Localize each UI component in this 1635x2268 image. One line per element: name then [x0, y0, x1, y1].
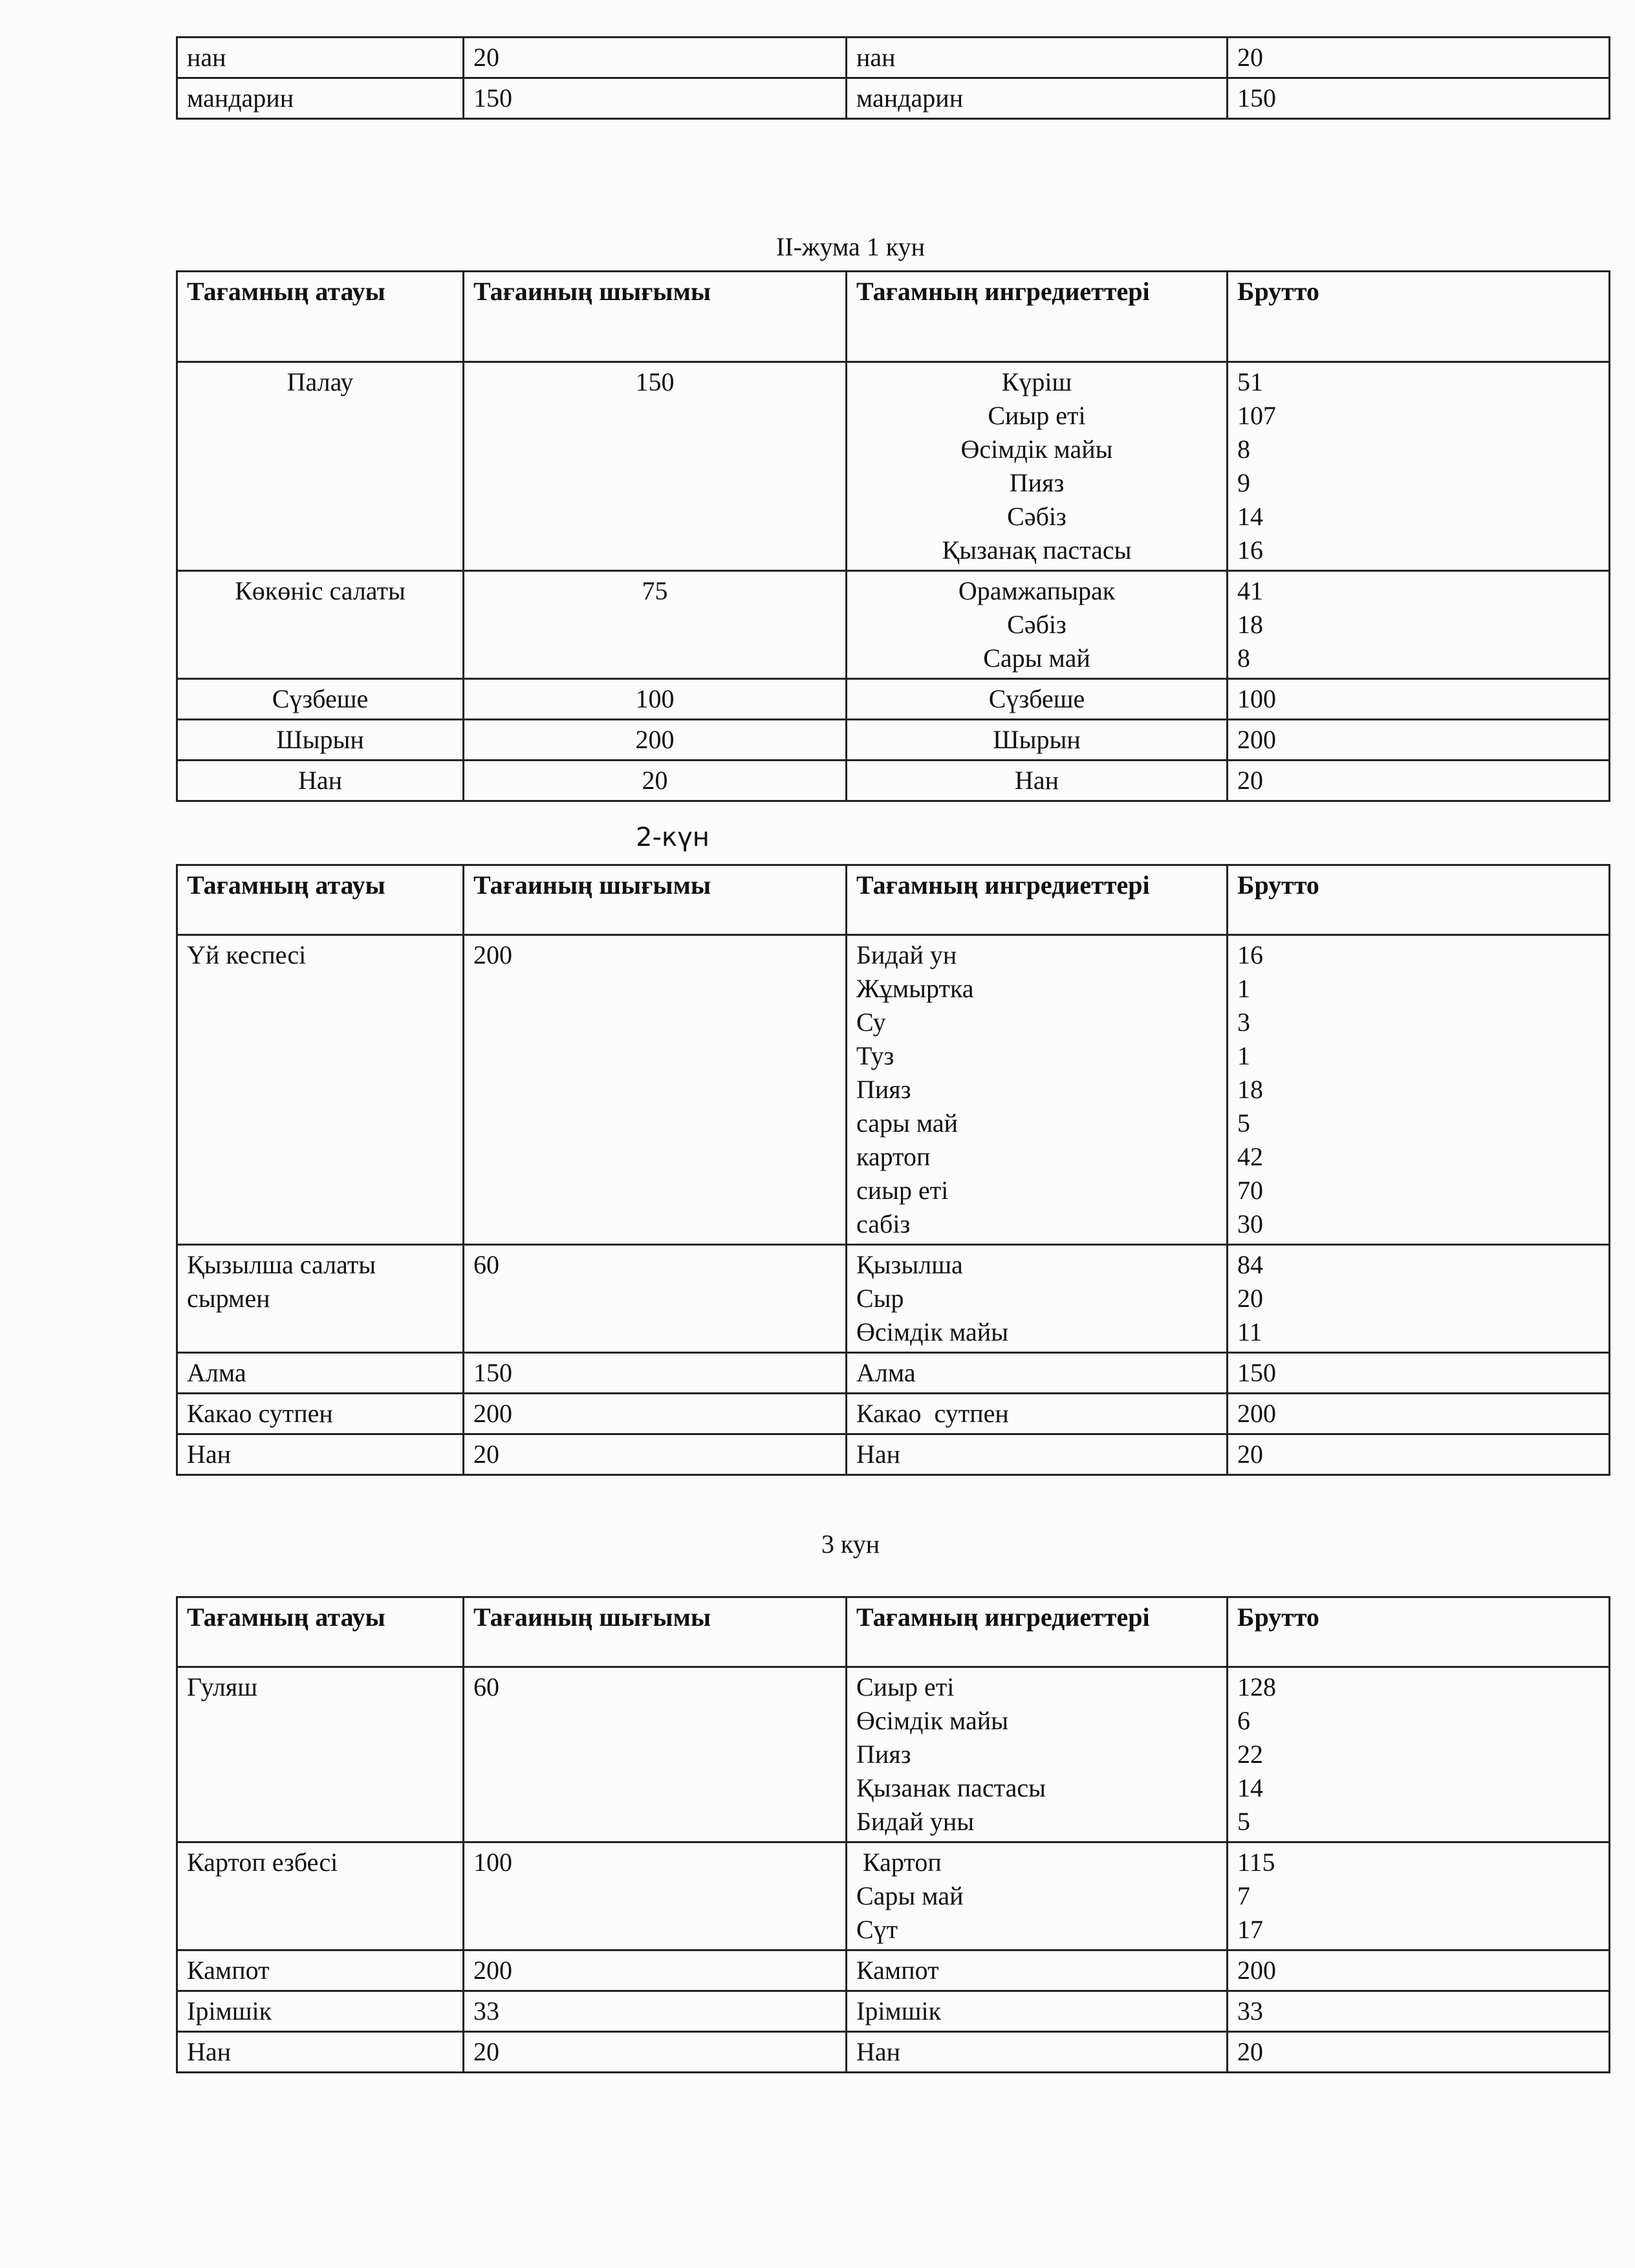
brutto-value: 20: [1237, 766, 1263, 795]
dish-yield: 150: [464, 1353, 847, 1394]
table-row: [177, 1245, 1610, 1353]
table-header-row: [177, 865, 1610, 935]
header-name: Тағамның атауы: [177, 272, 464, 362]
brutto-value: 20: [1237, 1284, 1263, 1313]
ingredient: Сәбіз: [1007, 502, 1067, 531]
brutto-value: 18: [1237, 1075, 1263, 1104]
brutto-value: 22: [1237, 1740, 1263, 1769]
ingredient: Туз: [856, 1041, 894, 1070]
ingredient: Нан: [1014, 766, 1059, 795]
ingredient: Орамжапырак: [958, 576, 1116, 605]
dish-name: Палау: [177, 362, 464, 571]
dish-brutto: [1228, 1667, 1610, 1842]
dish-name: Нан: [177, 1434, 464, 1475]
dish-brutto: [1228, 1245, 1610, 1353]
brutto-value: 5: [1237, 1807, 1250, 1836]
dish-ingredients: [847, 2032, 1228, 2073]
dish-name: Көкөніс салаты: [177, 571, 464, 679]
ingredient: Сыр: [856, 1284, 904, 1313]
brutto-value: 16: [1237, 535, 1263, 565]
dish-ingredients: [847, 1950, 1228, 1991]
table-row: [177, 2032, 1610, 2073]
dish-brutto: [1228, 1950, 1610, 1991]
dish-name: Гуляш: [177, 1667, 464, 1842]
dish-ingredients: [847, 1245, 1228, 1353]
cell: нан: [177, 38, 464, 78]
header-name: Тағамның атауы: [177, 1597, 464, 1667]
brutto-value: 20: [1237, 1440, 1263, 1469]
dish-yield: 33: [464, 1991, 847, 2032]
dish-brutto: [1228, 720, 1610, 761]
dish-ingredients: [847, 679, 1228, 720]
brutto-value: 84: [1237, 1250, 1263, 1279]
dish-yield: 20: [464, 761, 847, 801]
ingredient: Сүзбеше: [988, 684, 1085, 713]
dish-brutto: [1228, 761, 1610, 801]
dish-ingredients: [847, 362, 1228, 571]
table-row: [177, 761, 1610, 801]
brutto-value: 107: [1237, 401, 1276, 430]
brutto-value: 16: [1237, 940, 1263, 969]
brutto-value: 14: [1237, 502, 1263, 531]
cell: нан: [847, 38, 1228, 78]
dish-yield: 200: [464, 720, 847, 761]
dish-ingredients: [847, 1991, 1228, 2032]
dish-name: Алма: [177, 1353, 464, 1394]
dish-name: Кампот: [177, 1950, 464, 1991]
dish-yield: 100: [464, 1842, 847, 1950]
dish-yield: 60: [464, 1667, 847, 1842]
dish-brutto: [1228, 2032, 1610, 2073]
dish-ingredients: [847, 1667, 1228, 1842]
ingredient: картоп: [856, 1142, 931, 1171]
dish-yield: 20: [464, 2032, 847, 2073]
brutto-value: 5: [1237, 1108, 1250, 1138]
ingredient: Қызанак пастасы: [856, 1773, 1046, 1802]
ingredient: сабіз: [856, 1209, 911, 1238]
dish-name: Какао сутпен: [177, 1394, 464, 1434]
brutto-value: 8: [1237, 643, 1250, 673]
header-ingredients: Тағамның ингредиеттері: [847, 272, 1228, 362]
brutto-value: 200: [1237, 725, 1276, 754]
cell: мандарин: [847, 78, 1228, 119]
ingredient: Шырын: [993, 725, 1081, 754]
dish-yield: 100: [464, 679, 847, 720]
ingredient: Бидай уны: [856, 1807, 975, 1836]
dish-name: Үй кеспесі: [177, 935, 464, 1245]
brutto-value: 1: [1237, 974, 1250, 1003]
ingredient: Өсімдік майы: [856, 1706, 1009, 1735]
dish-yield: 200: [464, 935, 847, 1245]
dish-yield: 200: [464, 1950, 847, 1991]
brutto-value: 128: [1237, 1672, 1276, 1701]
header-ingredients: Тағамның ингредиеттері: [847, 865, 1228, 935]
dish-name: Ірімшік: [177, 1991, 464, 2032]
ingredient: Су: [856, 1008, 886, 1037]
table-row: [177, 1667, 1610, 1842]
ingredient: Қызанақ пастасы: [942, 535, 1132, 565]
table-row: [177, 1434, 1610, 1475]
ingredient: Картоп: [856, 1848, 942, 1877]
brutto-value: 20: [1237, 2037, 1263, 2066]
day2-caption: 2-күн: [636, 823, 709, 852]
dish-yield: 20: [464, 1434, 847, 1475]
cell: 150: [464, 78, 847, 119]
dish-ingredients: [847, 1353, 1228, 1394]
brutto-value: 17: [1237, 1915, 1263, 1944]
table-row: [177, 1353, 1610, 1394]
dish-yield: 150: [464, 362, 847, 571]
brutto-value: 18: [1237, 610, 1263, 639]
ingredient: Сары май: [983, 643, 1090, 673]
table-row: [177, 362, 1610, 571]
brutto-value: 3: [1237, 1008, 1250, 1037]
brutto-value: 150: [1237, 1358, 1276, 1387]
table-row: [177, 78, 1610, 119]
dish-name: Картоп езбесі: [177, 1842, 464, 1950]
dish-brutto: [1228, 571, 1610, 679]
ingredient: Бидай ун: [856, 940, 957, 969]
ingredient: Пияз: [1009, 468, 1065, 497]
cell: мандарин: [177, 78, 464, 119]
ingredient: Қызылша: [856, 1250, 963, 1279]
day1-table: [176, 270, 1610, 802]
ingredient: Нан: [856, 2037, 901, 2066]
table-row: [177, 935, 1610, 1245]
cell: 150: [1228, 78, 1610, 119]
dish-ingredients: [847, 1434, 1228, 1475]
ingredient: сиыр еті: [856, 1176, 949, 1205]
day3-table: [176, 1596, 1610, 2073]
table-row: [177, 38, 1610, 78]
dish-brutto: [1228, 679, 1610, 720]
brutto-value: 33: [1237, 1996, 1263, 2025]
ingredient: Жұмыртка: [856, 974, 974, 1003]
ingredient: Кампот: [856, 1956, 939, 1985]
table-row: [177, 720, 1610, 761]
dish-ingredients: [847, 571, 1228, 679]
table-row: [177, 1394, 1610, 1434]
brutto-value: 8: [1237, 435, 1250, 464]
table-row: [177, 1950, 1610, 1991]
brutto-value: 100: [1237, 684, 1276, 713]
ingredient: Ірімшік: [856, 1996, 942, 2025]
brutto-value: 200: [1237, 1956, 1276, 1985]
dish-brutto: [1228, 1434, 1610, 1475]
brutto-value: 70: [1237, 1176, 1263, 1205]
ingredient: Сәбіз: [1007, 610, 1067, 639]
day2-table: [176, 864, 1610, 1476]
top-table: [176, 36, 1610, 120]
table-header-row: [177, 1597, 1610, 1667]
brutto-value: 200: [1237, 1399, 1276, 1428]
brutto-value: 115: [1237, 1848, 1275, 1877]
brutto-value: 30: [1237, 1209, 1263, 1238]
day1-caption: II-жума 1 кун: [775, 232, 926, 261]
brutto-value: 51: [1237, 367, 1263, 396]
table-row: [177, 1842, 1610, 1950]
day3-caption: 3 кун: [821, 1529, 880, 1559]
table-row: [177, 1991, 1610, 2032]
cell: 20: [1228, 38, 1610, 78]
dish-brutto: [1228, 935, 1610, 1245]
dish-yield: 60: [464, 1245, 847, 1353]
dish-ingredients: [847, 935, 1228, 1245]
dish-brutto: [1228, 1353, 1610, 1394]
brutto-value: 9: [1237, 468, 1250, 497]
ingredient: Өсімдік майы: [856, 1317, 1009, 1346]
brutto-value: 41: [1237, 576, 1263, 605]
ingredient: Сүт: [856, 1915, 898, 1944]
dish-yield: 200: [464, 1394, 847, 1434]
dish-ingredients: [847, 720, 1228, 761]
header-yield: Тағаиның шығымы: [464, 865, 847, 935]
cell: 20: [464, 38, 847, 78]
header-ingredients: Тағамның ингредиеттері: [847, 1597, 1228, 1667]
ingredient: Сиыр еті: [988, 401, 1086, 430]
ingredient: Сары май: [856, 1881, 964, 1910]
header-brutto: Брутто: [1228, 865, 1610, 935]
ingredient: Сиыр еті: [856, 1672, 955, 1701]
ingredient: Алма: [856, 1358, 916, 1387]
ingredient: Какао сутпен: [856, 1399, 1009, 1428]
ingredient: Өсімдік майы: [960, 435, 1113, 464]
ingredient: Пияз: [856, 1740, 911, 1769]
header-yield: Тағаиның шығымы: [464, 272, 847, 362]
ingredient: Пияз: [856, 1075, 911, 1104]
brutto-value: 11: [1237, 1317, 1262, 1346]
dish-name: Нан: [177, 761, 464, 801]
dish-ingredients: [847, 1394, 1228, 1434]
dish-name: Шырын: [177, 720, 464, 761]
dish-name: Қызылша салаты сырмен: [177, 1245, 464, 1353]
table-row: [177, 571, 1610, 679]
table-header-row: [177, 272, 1610, 362]
ingredient: сары май: [856, 1108, 958, 1138]
dish-name: Нан: [177, 2032, 464, 2073]
brutto-value: 1: [1237, 1041, 1250, 1070]
brutto-value: 14: [1237, 1773, 1263, 1802]
dish-brutto: [1228, 1991, 1610, 2032]
brutto-value: 6: [1237, 1706, 1250, 1735]
dish-brutto: [1228, 362, 1610, 571]
dish-name: Сүзбеше: [177, 679, 464, 720]
ingredient: Нан: [856, 1440, 901, 1469]
dish-brutto: [1228, 1842, 1610, 1950]
header-name: Тағамның атауы: [177, 865, 464, 935]
dish-yield: 75: [464, 571, 847, 679]
brutto-value: 7: [1237, 1881, 1250, 1910]
header-brutto: Брутто: [1228, 1597, 1610, 1667]
dish-ingredients: [847, 1842, 1228, 1950]
brutto-value: 42: [1237, 1142, 1263, 1171]
table-row: [177, 679, 1610, 720]
dish-ingredients: [847, 761, 1228, 801]
dish-brutto: [1228, 1394, 1610, 1434]
ingredient: Күріш: [1001, 367, 1072, 396]
header-brutto: Брутто: [1228, 272, 1610, 362]
header-yield: Тағаиның шығымы: [464, 1597, 847, 1667]
